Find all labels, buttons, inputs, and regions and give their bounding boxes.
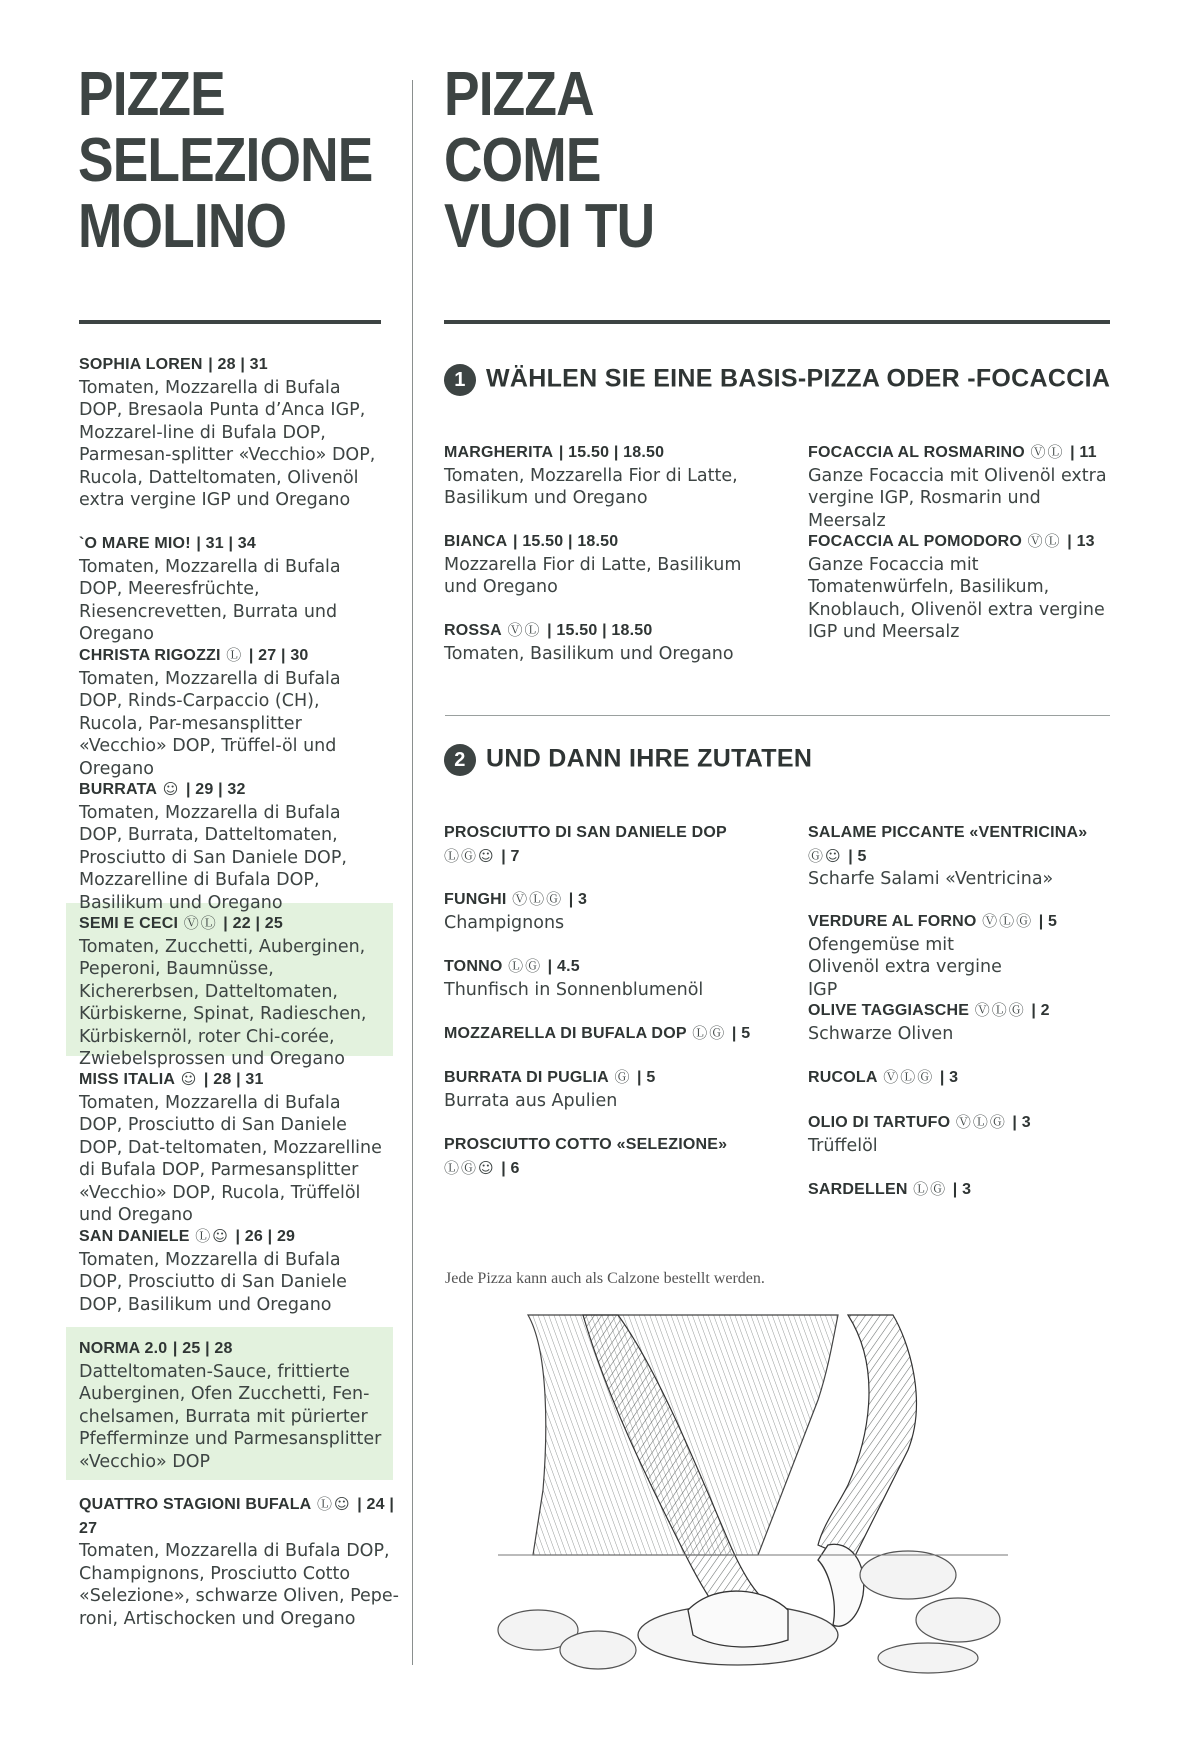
section-divider: [445, 715, 1110, 716]
diet-symbols-icon: ⓁⒼ: [913, 1180, 948, 1198]
item-description: Schwarze Oliven: [808, 1023, 954, 1044]
item-name: SARDELLEN: [808, 1181, 908, 1198]
item-price: | 26 | 29: [235, 1228, 296, 1245]
item-description: Thunfisch in Sonnenblumenöl: [444, 979, 704, 1000]
item-description: Tomaten, Mozzarella di Bufala DOP, Meeresfrüchte, Riesencrevetten, Burrata und Oregano: [79, 556, 341, 644]
item-price: | 6: [501, 1159, 520, 1177]
diet-symbols-icon: Ⓖ: [614, 1068, 632, 1086]
diet-symbols-icon: ⓋⓁⒼ: [883, 1068, 935, 1086]
item-description: Tomaten, Mozzarella di Bufala DOP, Bresaola Punta d’Anca IGP, Mozzarel-line di Bufala DOP, Parmesan-splitter «Vecchio» DOP, Rucola, Datteltomaten, Olivenöl extra vergine IGP und Oregano: [79, 377, 376, 510]
item-price: | 22 | 25: [223, 915, 283, 932]
item-name: CHRISTA RIGOZZI: [79, 647, 221, 664]
item-price: | 31 | 34: [196, 535, 256, 552]
menu-item: [808, 1111, 1118, 1157]
menu-item: [808, 1066, 1118, 1090]
shaping-hand-shape: [818, 1544, 864, 1626]
diet-symbols-icon: Ⓛ☺: [317, 1495, 352, 1513]
item-description: Trüffelöl: [808, 1135, 878, 1156]
diet-symbols-icon: ⓋⓁ: [1030, 443, 1065, 461]
menu-item: [808, 530, 1118, 644]
item-name: FOCACCIA AL ROSMARINO: [808, 444, 1025, 461]
item-description: Tomaten, Zucchetti, Auberginen, Peperoni, Baumnüsse, Kichererbsen, Datteltomaten, Kürbiskerne, Spinat, Radieschen, Kürbiskernöl, roter Chi-corée, Zwiebelsprossen und Oregano: [79, 936, 367, 1069]
item-name: SEMI E CECI: [79, 915, 179, 932]
item-price: | 15.50 | 18.50: [513, 533, 619, 550]
item-price: | 5: [637, 1069, 656, 1086]
diet-symbols-icon: ⓁⒼ☺: [444, 1158, 496, 1177]
item-name: SOPHIA LOREN: [79, 356, 203, 373]
item-description: Tomaten, Mozzarella di Bufala DOP, Prosciutto di San Daniele DOP, Basilikum und Oregano: [79, 1249, 347, 1315]
diet-symbols-icon: Ⓛ☺: [195, 1227, 230, 1245]
item-name: MARGHERITA: [444, 444, 554, 461]
item-description: Tomaten, Mozzarella di Bufala DOP, Burrata, Datteltomaten, Prosciutto di San Daniele DOP, Mozzarelline di Bufala DOP, Basilikum und Oregano: [79, 802, 347, 913]
diet-symbols-icon: ⓋⓁⒼ: [974, 1001, 1026, 1019]
right-title-line: COME: [444, 126, 601, 195]
item-name: VERDURE AL FORNO: [808, 913, 977, 930]
item-price: | 5: [1038, 913, 1058, 930]
item-description: Ganze Focaccia mit Tomatenwürfeln, Basilikum, Knoblauch, Olivenöl extra vergine IGP und Meersalz: [808, 554, 1105, 642]
diet-symbols-icon: ⓁⒼ☺: [444, 846, 496, 865]
step-number-1: 1: [444, 364, 476, 396]
menu-item: [444, 1066, 774, 1112]
menu-item: [444, 955, 774, 1001]
menu-item: [79, 1493, 399, 1630]
item-price: | 2: [1031, 1002, 1050, 1019]
item-description: Tomaten, Mozzarella di Bufala DOP, Rinds-Carpaccio (CH), Rucola, Par-mesansplitter «Vecchio» DOP, Trüffel-öl und Oregano: [79, 668, 341, 779]
pizza-dough-illustration: [488, 1310, 1048, 1675]
section-1-label: WÄHLEN SIE EINE BASIS-PIZZA ODER -FOCACCIA: [486, 364, 1111, 393]
item-price: | 7: [501, 847, 520, 865]
item-price: | 3: [952, 1181, 972, 1198]
menu-item: [444, 1133, 774, 1180]
item-price: | 15.50 | 18.50: [558, 444, 665, 461]
item-description: Ganze Focaccia mit Olivenöl extra vergine IGP, Rosmarin und Meersalz: [808, 465, 1107, 531]
menu-item: [444, 441, 774, 510]
diet-symbols-icon: ⓋⓁ: [507, 621, 542, 639]
left-title-line: SELEZIONE: [78, 126, 373, 195]
item-name: FOCACCIA AL POMODORO: [808, 533, 1023, 550]
diet-symbols-icon: Ⓛ: [226, 646, 244, 664]
item-price: | 27 | 30: [248, 647, 309, 664]
menu-item: [444, 888, 774, 934]
menu-item: [79, 353, 389, 512]
column-divider: [412, 80, 413, 1665]
section-2-label: UND DANN IHRE ZUTATEN: [486, 744, 813, 773]
item-price: | 3: [939, 1069, 959, 1086]
diet-symbols-icon: ⓁⒼ: [508, 957, 543, 975]
item-name: ROSSA: [444, 622, 502, 639]
item-name: BURRATA: [79, 781, 158, 798]
diet-symbols-icon: Ⓖ☺: [808, 846, 843, 865]
item-name: SAN DANIELE: [79, 1228, 190, 1245]
item-price: | 28 | 31: [203, 1071, 264, 1088]
item-name: BIANCA: [444, 533, 508, 550]
right-title-line: VUOI TU: [444, 192, 655, 261]
menu-item: [79, 1068, 389, 1227]
section-2-title: [444, 744, 812, 776]
left-title-rule: [79, 320, 381, 324]
item-description: Tomaten, Mozzarella di Bufala DOP, Prosciutto di San Daniele DOP, Dat-teltomaten, Mozzarelline di Bufala DOP, Parmesansplitter «Vecchio» DOP, Rucola, Trüffelöl und Oregano: [79, 1092, 382, 1225]
pressing-hand-shape: [688, 1591, 788, 1647]
menu-item: [444, 619, 774, 665]
item-name: `O MARE MIO!: [79, 535, 191, 552]
diet-symbols-icon: ⓋⓁ: [1027, 532, 1062, 550]
diet-symbols-icon: ⓋⓁⒼ: [982, 912, 1034, 930]
item-name: BURRATA DI PUGLIA: [444, 1069, 609, 1086]
item-name: TONNO: [444, 958, 503, 975]
item-name: QUATTRO STAGIONI BUFALA: [79, 1496, 312, 1513]
item-price: | 24 | 27: [79, 1496, 395, 1537]
right-title: [444, 62, 654, 260]
item-price: | 25 | 28: [172, 1340, 233, 1357]
item-price: | 28 | 31: [208, 356, 268, 373]
item-name: OLIO DI TARTUFO: [808, 1114, 951, 1131]
item-name: NORMA 2.0: [79, 1340, 168, 1357]
diet-symbols-icon: ⓋⓁⒼ: [512, 890, 564, 908]
item-price: | 4.5: [547, 958, 580, 975]
menu-item: [808, 1178, 1118, 1202]
item-price: | 3: [568, 891, 588, 908]
calzone-note: Jede Pizza kann auch als Calzone bestellt werden.: [445, 1270, 765, 1287]
right-title-line: PIZZA: [444, 60, 594, 129]
menu-item: [79, 644, 389, 780]
item-name: SALAME PICCANTE «VENTRICINA»: [808, 824, 1088, 841]
left-title-line: PIZZE: [78, 60, 225, 129]
item-name: MISS ITALIA: [79, 1071, 176, 1088]
item-description: Champignons: [444, 912, 565, 933]
menu-item: [79, 1225, 389, 1316]
dough-ball-shape: [860, 1551, 956, 1599]
menu-item: [808, 999, 1118, 1045]
item-price: | 5: [848, 847, 867, 865]
item-price: | 29 | 32: [185, 781, 246, 798]
item-name: RUCOLA: [808, 1069, 878, 1086]
left-title-line: MOLINO: [78, 192, 287, 261]
item-description: Scharfe Salami «Ventricina»: [808, 869, 1054, 889]
diet-symbols-icon: ☺: [162, 780, 181, 798]
diet-symbols-icon: ☺: [180, 1070, 199, 1088]
left-title: [78, 62, 372, 260]
item-description: Tomaten, Mozzarella Fior di Latte, Basilikum und Oregano: [444, 465, 738, 508]
item-price: | 11: [1070, 444, 1097, 461]
right-arm-shape: [818, 1315, 916, 1560]
menu-item: [808, 441, 1118, 532]
item-price: | 13: [1067, 533, 1095, 550]
item-name: PROSCIUTTO COTTO «SELEZIONE»: [444, 1136, 728, 1153]
item-name: PROSCIUTTO DI SAN DANIELE DOP: [444, 824, 727, 841]
item-description: Tomaten, Basilikum und Oregano: [444, 643, 734, 664]
item-description: Ofengemüse mit Olivenöl extra vergine IGP: [808, 934, 1002, 1000]
section-1-title: [444, 364, 1110, 396]
menu-item: [79, 532, 389, 646]
menu-item: [808, 821, 1118, 891]
right-title-rule: [444, 320, 1110, 324]
diet-symbols-icon: ⓋⓁ: [183, 914, 218, 932]
item-description: Tomaten, Mozzarella di Bufala DOP, Champignons, Prosciutto Cotto «Selezione», schwarze Oliven, Pepe-roni, Artischocken und Oregano: [79, 1541, 399, 1629]
item-price: | 5: [731, 1025, 751, 1042]
menu-item: [808, 910, 1078, 1001]
item-description: Burrata aus Apulien: [444, 1090, 618, 1111]
item-price: | 3: [1012, 1114, 1031, 1131]
item-description: Mozzarella Fior di Latte, Basilikum und Oregano: [444, 554, 742, 597]
menu-item: [79, 912, 389, 1071]
menu-item: [79, 778, 389, 914]
diet-symbols-icon: ⓁⒼ: [692, 1024, 727, 1042]
step-number-2: 2: [444, 744, 476, 776]
menu-item: [444, 530, 774, 599]
item-name: MOZZARELLA DI BUFALA DOP: [444, 1025, 687, 1042]
dough-ball-shape: [916, 1598, 1000, 1642]
menu-item: [79, 1337, 389, 1473]
diet-symbols-icon: ⓋⓁⒼ: [955, 1113, 1007, 1131]
item-name: OLIVE TAGGIASCHE: [808, 1002, 970, 1019]
dough-ball-shape: [560, 1631, 636, 1669]
item-description: Datteltomaten-Sauce, frittierte Auberginen, Ofen Zucchetti, Fen-chelsamen, Burrata mit pürierter Pfefferminze und Parmesansplitter «Vecchio» DOP: [79, 1361, 382, 1472]
menu-item: [444, 1022, 774, 1046]
dough-ball-shape: [878, 1643, 978, 1673]
item-price: | 15.50 | 18.50: [547, 622, 653, 639]
item-name: FUNGHI: [444, 891, 507, 908]
menu-item: [444, 821, 774, 868]
